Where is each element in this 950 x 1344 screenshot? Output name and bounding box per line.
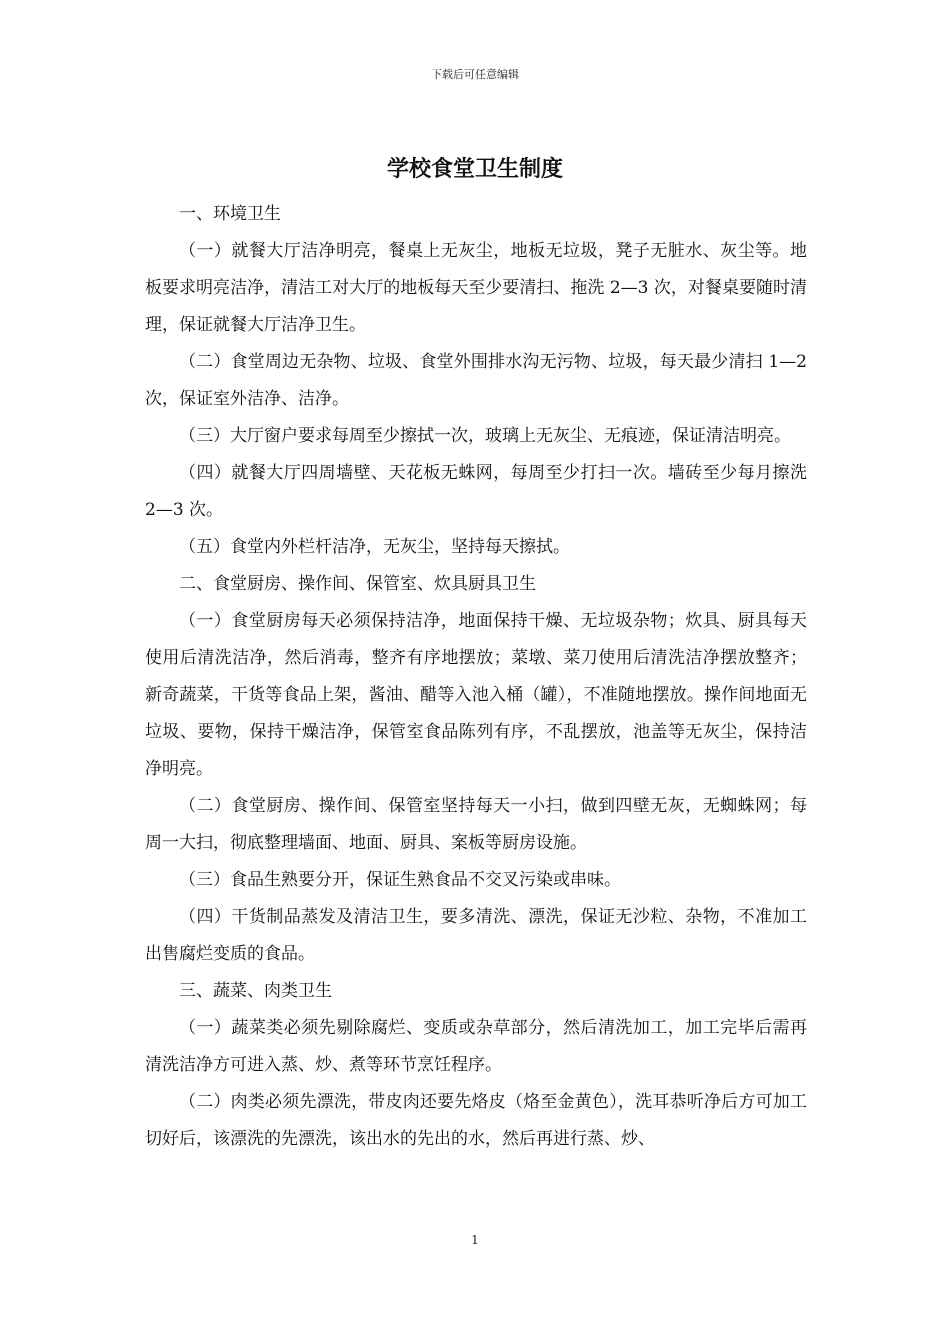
paragraph: （一）食堂厨房每天必须保持洁净，地面保持干燥、无垃圾杂物；炊具、厨具每天使用后清洗洁净，然后消毒，整齐有序地摆放；菜墩、菜刀使用后清洗洁净摆放整齐；新奇蔬菜，干货等食品上架，酱油、醋等入池入桶（罐），不准随地摆放。操作间地面无垃圾、要物，保持干燥洁净，保管室食品陈列有序，不乱摆放，池盖等无灰尘，保持洁净明亮。 — [145, 611, 807, 779]
paragraph: （四）干货制品蒸发及清洁卫生，要多清洗、漂洗，保证无沙粒、杂物，不准加工出售腐烂变质的食品。 — [145, 907, 807, 964]
document-title: 学校食堂卫生制度 — [386, 157, 563, 182]
page-number: 1 — [471, 1233, 479, 1247]
paragraph: （五）食堂内外栏杆洁净，无灰尘，坚持每天擦拭。 — [179, 537, 570, 557]
paragraph: （三）大厅窗户要求每周至少擦拭一次，玻璃上无灰尘、无痕迹，保证清洁明亮。 — [179, 426, 791, 446]
paragraph: （二）肉类必须先漂洗，带皮肉还要先烙皮（烙至金黄色），洗耳恭听净后方可加工切好后，该漂洗的先漂洗，该出水的先出的水，然后再进行蒸、炒、 — [145, 1092, 807, 1149]
section-heading-vegetables-meat: 三、蔬菜、肉类卫生 — [179, 981, 332, 1001]
section-heading-kitchen: 二、食堂厨房、操作间、保管室、炊具厨具卫生 — [179, 574, 536, 594]
paragraph: （一）蔬菜类必须先剔除腐烂、变质或杂草部分，然后清洗加工，加工完毕后需再清洗洁净方可进入蒸、炒、煮等环节烹饪程序。 — [145, 1018, 807, 1075]
paragraph: （四）就餐大厅四周墙壁、天花板无蛛网，每周至少打扫一次。墙砖至少每月擦洗 2—3 次。 — [145, 463, 807, 520]
paragraph: （二）食堂厨房、操作间、保管室坚持每天一小扫，做到四壁无灰，无蜘蛛网；每周一大扫，彻底整理墙面、地面、厨具、案板等厨房设施。 — [145, 796, 807, 853]
paragraph: （二）食堂周边无杂物、垃圾、食堂外围排水沟无污物、垃圾，每天最少清扫 1—2 次，保证室外洁净、洁净。 — [145, 352, 807, 409]
paragraph: （三）食品生熟要分开，保证生熟食品不交叉污染或串味。 — [179, 870, 621, 890]
section-heading-environment: 一、环境卫生 — [179, 204, 281, 224]
document-body — [145, 196, 807, 1158]
paragraph: （一）就餐大厅洁净明亮，餐桌上无灰尘，地板无垃圾，凳子无脏水、灰尘等。地板要求明亮洁净，清洁工对大厅的地板每天至少要清扫、拖洗 2—3 次，对餐桌要随时清理，保证就餐大厅洁净卫生。 — [145, 241, 807, 335]
page-header-note: 下载后可任意编辑 — [431, 68, 519, 81]
